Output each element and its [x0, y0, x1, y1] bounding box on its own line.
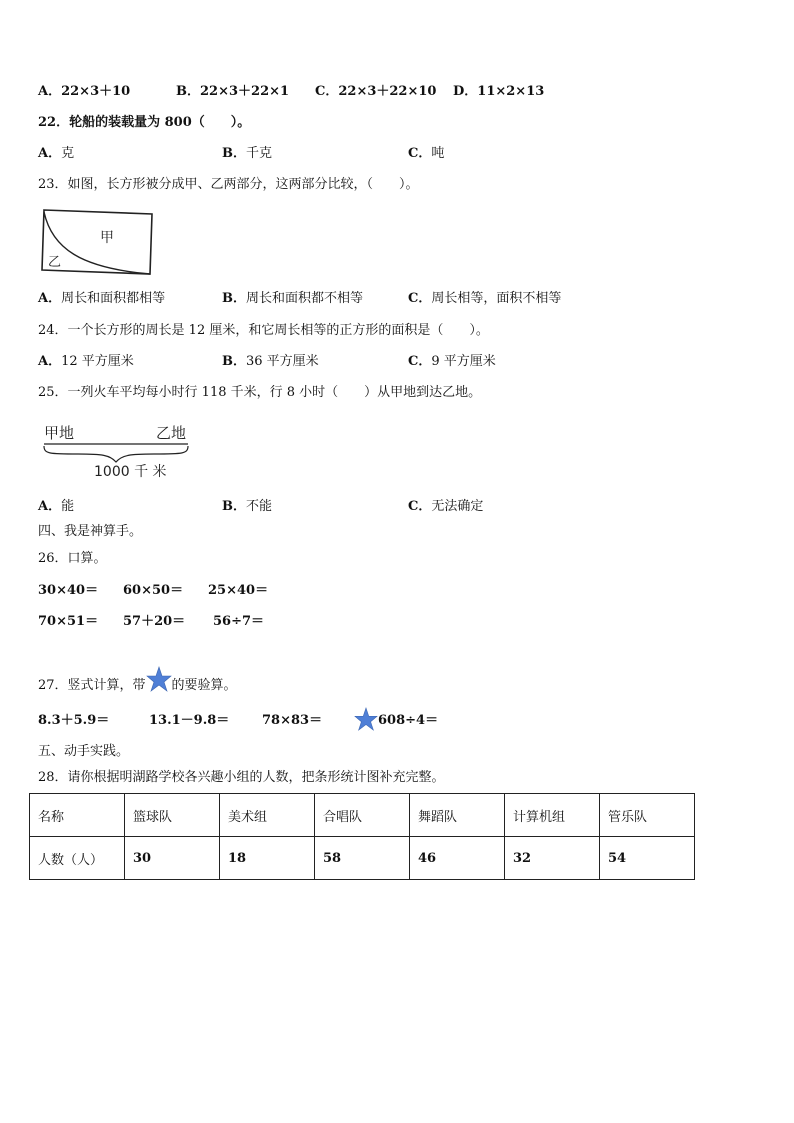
table-cell: 美术组 [220, 794, 315, 837]
q23-option-a: A．周长和面积都相等 [38, 291, 166, 306]
q23-label-yi: 乙 [48, 255, 62, 270]
q27-stem-before: 27．竖式计算，带 [38, 678, 146, 693]
q26-item: 56÷7＝ [213, 614, 265, 629]
q27-item: 78×83＝ [262, 713, 323, 728]
interest-group-table [29, 793, 695, 880]
q26-stem: 26．口算。 [38, 551, 107, 566]
q25-label-end: 乙地 [156, 424, 187, 442]
table-row [30, 837, 695, 880]
q22-stem: 22．轮船的装载量为 800（ ）。 [38, 115, 251, 130]
q24-option-b: B．36 平方厘米 [222, 354, 319, 369]
star-icon [354, 706, 378, 732]
table-cell: 46 [410, 837, 505, 880]
q22-option-a: A．克 [38, 146, 75, 161]
table-cell: 舞蹈队 [410, 794, 505, 837]
q25-distance-label: 1000 千 米 [94, 464, 167, 480]
table-cell: 18 [220, 837, 315, 880]
q21-option-a: A．22×3＋10 [38, 84, 131, 99]
table-cell: 32 [505, 837, 600, 880]
q25-stem: 25．一列火车平均每小时行 118 千米，行 8 小时（ ）从甲地到达乙地。 [38, 385, 482, 400]
q23-stem: 23．如图，长方形被分成甲、乙两部分，这两部分比较，（ ）。 [38, 177, 419, 192]
q27-stem [38, 671, 237, 695]
section5-title: 五、动手实践。 [38, 744, 130, 759]
table-header-row [30, 794, 695, 837]
q24-stem: 24．一个长方形的周长是 12 厘米，和它周长相等的正方形的面积是（ ）。 [38, 323, 489, 338]
q24-option-c: C．9 平方厘米 [408, 354, 496, 369]
q21-option-c: C．22×3＋22×10 [315, 84, 437, 99]
table-cell: 58 [315, 837, 410, 880]
q26-item: 60×50＝ [123, 583, 184, 598]
table-cell: 30 [125, 837, 220, 880]
q27-stem-after: 的要验算。 [171, 678, 237, 693]
table-cell: 篮球队 [125, 794, 220, 837]
q22-option-c: C．吨 [408, 146, 445, 161]
table-cell: 名称 [30, 794, 125, 837]
table-cell: 管乐队 [600, 794, 695, 837]
q25-label-start: 甲地 [44, 424, 75, 442]
q27-item: 8.3＋5.9＝ [38, 713, 110, 728]
q21-option-d: D．11×2×13 [453, 84, 545, 99]
q25-option-a: A．能 [38, 499, 75, 514]
q26-item: 30×40＝ [38, 583, 99, 598]
star-icon [146, 671, 172, 689]
q25-distance-figure [38, 418, 198, 484]
q23-option-b: B．周长和面积都不相等 [222, 291, 364, 306]
q23-label-jia: 甲 [100, 230, 114, 246]
q23-option-c: C．周长相等，面积不相等 [408, 291, 562, 306]
q25-option-c: C．无法确定 [408, 499, 484, 514]
table-cell: 合唱队 [315, 794, 410, 837]
section4-title: 四、我是神算手。 [38, 524, 143, 539]
q25-option-b: B．不能 [222, 499, 273, 514]
q26-item: 25×40＝ [208, 583, 269, 598]
table-cell: 人数（人） [30, 837, 125, 880]
q27-item: 13.1－9.8＝ [149, 713, 230, 728]
table-cell: 计算机组 [505, 794, 600, 837]
q21-option-b: B．22×3＋22×1 [176, 84, 290, 99]
q22-option-b: B．千克 [222, 146, 273, 161]
q28-stem: 28．请你根据明湖路学校各兴趣小组的人数，把条形统计图补充完整。 [38, 770, 445, 785]
q24-option-a: A．12 平方厘米 [38, 354, 134, 369]
q27-item: 608÷4＝ [378, 713, 439, 728]
q26-item: 57＋20＝ [123, 614, 186, 629]
table-cell: 54 [600, 837, 695, 880]
q26-item: 70×51＝ [38, 614, 99, 629]
q23-rectangle-figure [40, 208, 156, 278]
q25-brace [44, 446, 188, 462]
